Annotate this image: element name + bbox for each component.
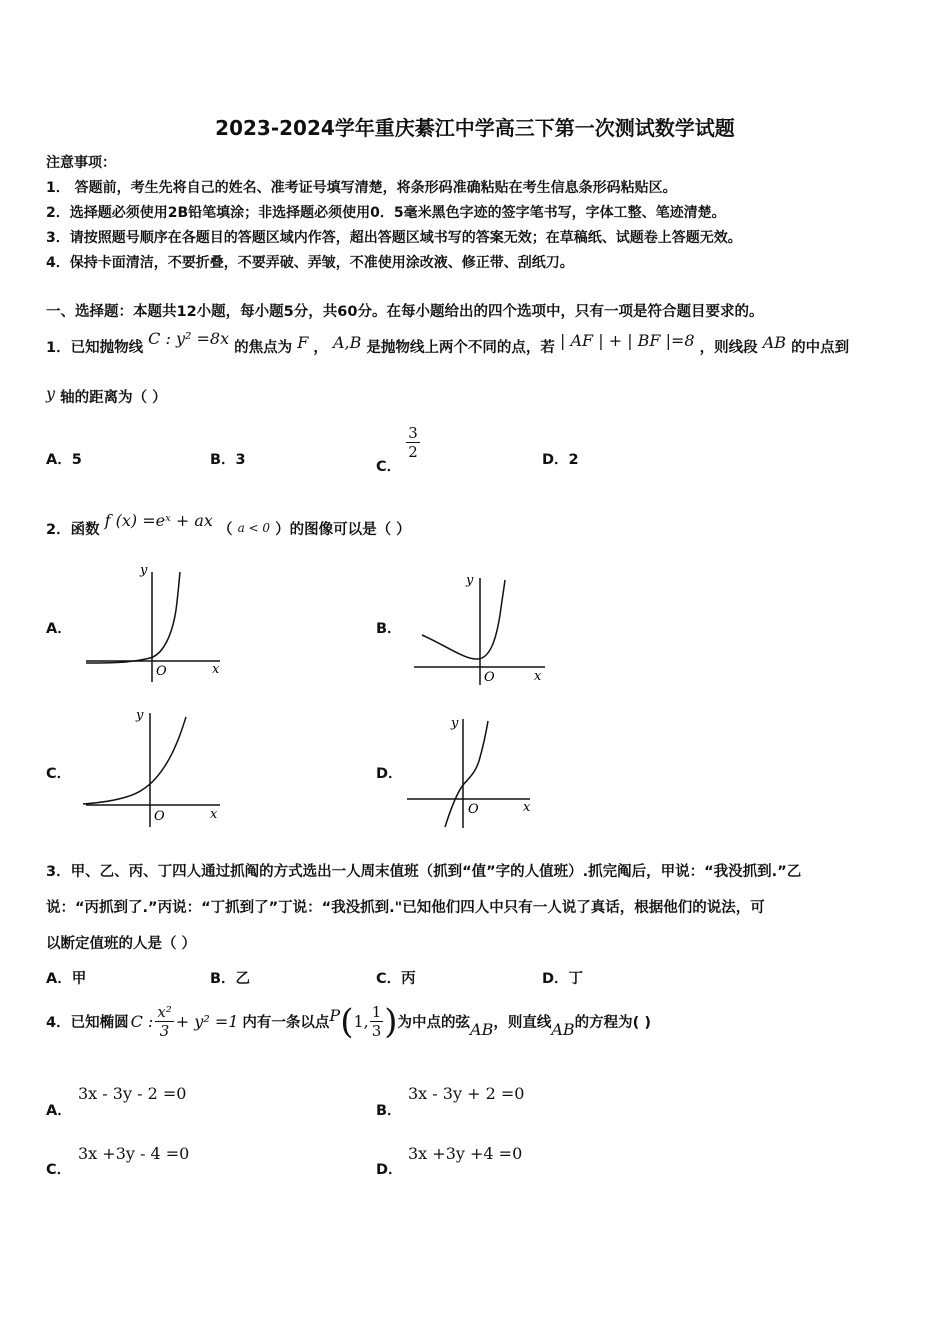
q1-math-condition: | AF | + | BF |=8: [560, 331, 695, 350]
graph-a-y-label: y: [140, 563, 148, 578]
q1-option-b[interactable]: B．3: [210, 452, 246, 468]
q4-option-d[interactable]: D．: [376, 1162, 403, 1178]
q4-paren-right: ): [384, 1001, 398, 1042]
graph-d-x-label: x: [523, 800, 531, 815]
q1-text-5: ，则线段: [699, 340, 758, 356]
q3-line-3: 以断定值班的人是（ ）: [46, 936, 197, 952]
q1-text-6: 的中点到: [791, 340, 850, 356]
q4-text-3: 为中点的弦: [397, 1015, 471, 1031]
q3-option-c[interactable]: C．丙: [376, 971, 416, 987]
question-4: [46, 1003, 651, 1040]
q4-math-p-fraction: [370, 1003, 384, 1040]
q4-option-a-eq: 3x - 3y - 2 =0: [78, 1084, 187, 1103]
q1-option-c-numerator: 3: [408, 424, 418, 442]
q1-text-1: 1．已知抛物线: [46, 340, 144, 356]
q4-option-a[interactable]: A．: [46, 1103, 72, 1119]
q4-option-b-eq: 3x - 3y + 2 =0: [408, 1084, 525, 1103]
q3-option-a[interactable]: A．甲: [46, 971, 87, 987]
q2-text-1: 2．函数: [46, 522, 100, 538]
q3-line-1: 3．甲、乙、丙、丁四人通过抓阄的方式选出一人周末值班（抓到“值”字的人值班）.抓完阄后，甲说：“我没抓到.”乙: [46, 864, 802, 880]
q4-text-2: 内有一条以点: [242, 1015, 330, 1031]
q4-paren-left: (: [340, 1001, 354, 1042]
q1-text-2: 的焦点为: [234, 340, 293, 356]
q4-text-4: ，则直线: [493, 1015, 552, 1031]
question-1-line-2: [46, 386, 167, 407]
graph-d-y-label: y: [451, 716, 459, 731]
q2-option-b[interactable]: B．: [376, 621, 402, 637]
q4-option-c[interactable]: C．: [46, 1162, 72, 1178]
q1-option-d[interactable]: D．2: [542, 452, 579, 468]
q2-text-3: ）的图像可以是（ ）: [275, 522, 411, 538]
graph-a-origin: O: [156, 664, 167, 679]
page-title: 2023-2024学年重庆綦江中学高三下第一次测试数学试题: [215, 116, 735, 140]
q4-math-c: C :: [130, 1012, 154, 1031]
q4-option-d-eq: 3x +3y +4 =0: [408, 1144, 523, 1163]
graph-d-origin: O: [468, 802, 479, 817]
q1-option-c-label: C．: [376, 458, 402, 475]
q3-option-b[interactable]: B．乙: [210, 971, 251, 987]
q4-math-ab-2: AB: [551, 1020, 575, 1039]
q2-graph-c: [80, 705, 230, 830]
q1-math-segment: AB: [762, 333, 787, 352]
q1-math-focus: F: [297, 333, 309, 352]
q2-text-2: （: [218, 522, 233, 538]
q1-math-y: y: [46, 384, 56, 403]
q1-math-points: A,B: [332, 333, 362, 352]
q4-math-x-den: 3: [159, 1022, 170, 1040]
section-heading: 一、选择题：本题共12小题，每小题5分，共60分。在每小题给出的四个选项中，只有一项是符合题目要求的。: [46, 304, 764, 320]
q4-text-1: 4．已知椭圆: [46, 1015, 129, 1031]
q1-option-c-fraction: [406, 424, 420, 461]
q2-math-condition: a < 0: [237, 521, 271, 535]
graph-a-x-label: x: [212, 662, 220, 677]
graph-b-origin: O: [484, 670, 495, 685]
q1-text-4: 是抛物线上两个不同的点，若: [366, 340, 555, 356]
notice-item-2: 2．选择题必须使用2B铅笔填涂；非选择题必须使用0．5毫米黑色字迹的签字笔书写，字体工整、笔迹清楚。: [46, 205, 726, 221]
q4-math-x-fraction: [155, 1003, 173, 1040]
q2-option-d[interactable]: D．: [376, 766, 403, 782]
notice-item-3: 3．请按照题号顺序在各题目的答题区域内作答，超出答题区域书写的答案无效；在草稿纸、试题卷上答题无效。: [46, 230, 742, 246]
graph-b-x-label: x: [534, 669, 542, 684]
q1-option-a[interactable]: A．5: [46, 452, 82, 468]
graph-d-curve: [445, 721, 488, 827]
notice-item-1: 1． 答题前，考生先将自己的姓名、准考证号填写清楚，将条形码准确粘贴在考生信息条形码粘贴区。: [46, 180, 677, 196]
q4-option-c-eq: 3x +3y - 4 =0: [78, 1144, 190, 1163]
q3-option-d[interactable]: D．丁: [542, 971, 584, 987]
graph-c-y-label: y: [136, 708, 144, 723]
q4-math-p-num: 1: [371, 1003, 382, 1021]
q4-math-ab-1: AB: [470, 1020, 494, 1039]
graph-c-origin: O: [154, 809, 165, 824]
q1-text-3: ，: [313, 340, 328, 356]
graph-c-x-label: x: [210, 807, 218, 822]
q4-math-p-den: 3: [371, 1022, 382, 1040]
q4-math-p: P: [329, 1006, 341, 1025]
graph-b-y-label: y: [466, 573, 474, 588]
graph-c-curve: [83, 717, 186, 804]
question-2: [46, 511, 411, 539]
q2-option-a[interactable]: A．: [46, 621, 72, 637]
q1-option-c-denominator: 2: [408, 443, 418, 461]
q4-math-p1: 1,: [353, 1012, 369, 1031]
graph-a-curve: [86, 572, 180, 663]
q2-math-function: f (x) =eˣ + ax: [104, 511, 213, 530]
q1-text-7: 轴的距离为（ ）: [60, 390, 167, 406]
question-1: [46, 329, 850, 357]
q3-line-2: 说：“丙抓到了.”丙说：“丁抓到了”丁说：“我没抓到."已知他们四人中只有一人说了真话，根据他们的说法，可: [46, 900, 765, 916]
q4-text-5: 的方程为( ): [574, 1015, 651, 1031]
q2-graph-b: [410, 570, 560, 690]
q2-graph-d: [405, 713, 540, 831]
q4-math-x-num: x²: [157, 1003, 172, 1021]
q4-math-rest: + y² =1: [175, 1012, 239, 1031]
q1-option-c[interactable]: [376, 424, 420, 475]
notice-heading: 注意事项：: [46, 155, 116, 171]
q4-option-b[interactable]: B．: [376, 1103, 402, 1119]
q2-graph-a: [80, 560, 230, 685]
q1-math-parabola: C : y² =8x: [148, 329, 230, 348]
q2-option-c[interactable]: C．: [46, 766, 72, 782]
graph-b-curve: [422, 580, 505, 659]
notice-item-4: 4．保持卡面清洁，不要折叠，不要弄破、弄皱，不准使用涂改液、修正带、刮纸刀。: [46, 255, 574, 271]
